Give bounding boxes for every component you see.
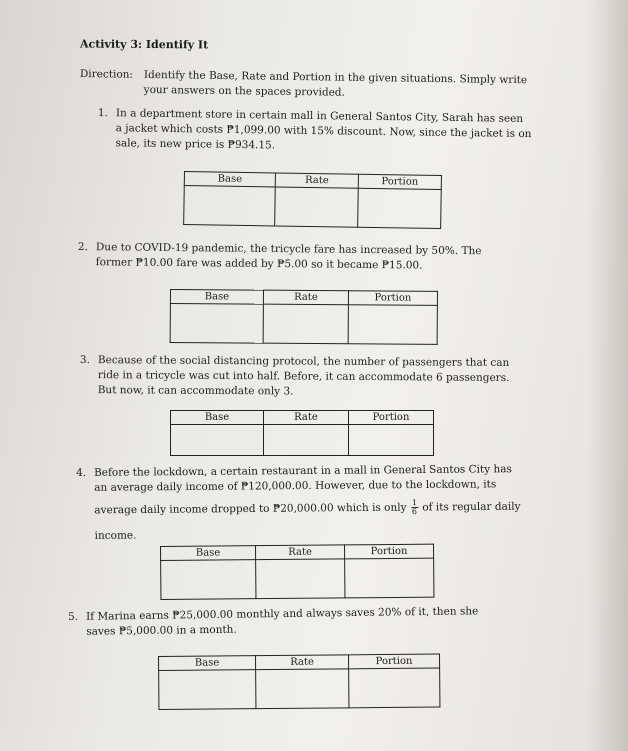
header-rate: Rate bbox=[256, 655, 349, 670]
answer-table-2 bbox=[170, 289, 438, 345]
answer-table-1 bbox=[183, 171, 442, 229]
fraction-one-sixth bbox=[411, 499, 418, 516]
fraction-denominator: 6 bbox=[411, 507, 418, 517]
item-1 bbox=[97, 106, 558, 158]
item-line: Because of the social distancing protocol, the number of passengers that can bbox=[97, 354, 510, 369]
item-line: ride in a tricycle was cut into half. Before, it can accommodate 6 passengers. bbox=[97, 369, 510, 385]
answer-rate-cell[interactable] bbox=[256, 669, 349, 709]
item-line: Before the lockdown, a certain restaurant in a mall in General Santos City has bbox=[94, 463, 512, 479]
direction-line-1: Identify the Base, Rate and Portion in the given situations. Simply write bbox=[143, 68, 528, 87]
header-portion: Portion bbox=[344, 544, 433, 559]
direction-line-2: your answers on the spaces provided. bbox=[143, 84, 345, 99]
header-rate: Rate bbox=[264, 411, 349, 425]
item-line: But now, it can accommodate only 3. bbox=[97, 384, 294, 398]
header-base: Base bbox=[159, 656, 256, 671]
item-line: an average daily income of ₱120,000.00. However, due to the lockdown, its bbox=[94, 478, 497, 495]
page-shadow bbox=[588, 0, 628, 751]
answer-portion-cell[interactable] bbox=[349, 668, 440, 708]
item-3 bbox=[80, 353, 550, 402]
header-base: Base bbox=[161, 546, 256, 561]
header-portion: Portion bbox=[348, 291, 437, 306]
fraction-numerator: 1 bbox=[411, 498, 417, 508]
header-portion: Portion bbox=[349, 411, 434, 425]
answer-base-cell[interactable] bbox=[161, 560, 256, 600]
item-number: 5. bbox=[68, 610, 79, 623]
item-number: 4. bbox=[76, 466, 87, 479]
activity-title: Activity 3: Identify It bbox=[79, 37, 209, 52]
header-rate: Rate bbox=[263, 290, 348, 305]
item-line: of its regular daily bbox=[422, 501, 521, 514]
direction-label: Direction: bbox=[79, 67, 134, 81]
answer-rate-cell[interactable] bbox=[263, 304, 348, 344]
direction bbox=[80, 67, 550, 104]
header-base: Base bbox=[171, 411, 264, 425]
item-line: saves ₱5,000.00 in a month. bbox=[86, 623, 237, 638]
answer-base-cell[interactable] bbox=[159, 670, 256, 710]
item-line-with-fraction bbox=[94, 498, 546, 519]
header-rate: Rate bbox=[256, 545, 345, 560]
header-portion: Portion bbox=[358, 174, 441, 189]
item-line: In a department store in certain mall in General Santos City, Sarah has seen bbox=[115, 107, 524, 125]
item-line: sale, its new price is ₱934.15. bbox=[115, 137, 276, 152]
item-line: Due to COVID-19 pandemic, the tricycle fare has increased by 50%. The bbox=[95, 241, 482, 258]
answer-base-cell[interactable] bbox=[170, 304, 263, 344]
item-number: 2. bbox=[77, 240, 89, 254]
item-number: 3. bbox=[79, 353, 91, 367]
item-line: a jacket which costs ₱1,099.00 with 15% discount. Now, since the jacket is on bbox=[115, 122, 532, 141]
answer-rate-cell[interactable] bbox=[275, 187, 359, 227]
item-5 bbox=[68, 603, 548, 640]
answer-base-cell[interactable] bbox=[171, 425, 264, 456]
header-base: Base bbox=[170, 290, 263, 305]
answer-rate-cell[interactable] bbox=[256, 559, 345, 599]
item-number: 1. bbox=[97, 106, 109, 120]
item-line: income. bbox=[94, 529, 137, 543]
header-rate: Rate bbox=[275, 173, 358, 188]
answer-portion-cell[interactable] bbox=[345, 558, 434, 598]
answer-table-3 bbox=[170, 410, 434, 456]
answer-base-cell[interactable] bbox=[184, 186, 276, 226]
answer-portion-cell[interactable] bbox=[348, 305, 437, 345]
answer-rate-cell[interactable] bbox=[264, 425, 349, 456]
answer-portion-cell[interactable] bbox=[349, 425, 434, 456]
answer-table-5 bbox=[158, 654, 440, 710]
item-line: former ₱10.00 fare was added by ₱5.00 so it became ₱15.00. bbox=[95, 256, 423, 272]
answer-portion-cell[interactable] bbox=[358, 188, 442, 228]
header-portion: Portion bbox=[348, 654, 439, 669]
item-4 bbox=[76, 462, 547, 545]
item-line: If Marina earns ₱25,000.00 monthly and always saves 20% of it, then she bbox=[86, 605, 479, 623]
item-line: average daily income dropped to ₱20,000.00 which is only bbox=[94, 502, 407, 517]
answer-table-4 bbox=[160, 544, 434, 600]
header-base: Base bbox=[184, 172, 275, 187]
item-2 bbox=[78, 240, 558, 275]
